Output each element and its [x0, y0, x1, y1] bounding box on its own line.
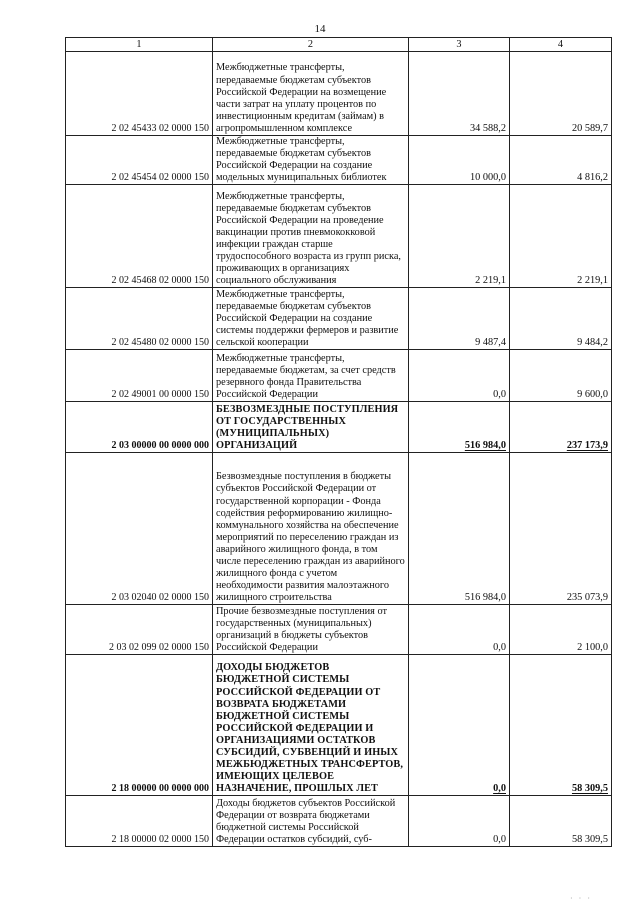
value-col4: [510, 402, 612, 453]
table-row: [66, 350, 612, 402]
value-col4: 9 600,0: [510, 350, 612, 402]
value-col4-text: 58 309,5: [571, 783, 608, 795]
value-col3: 0,0: [409, 796, 510, 847]
row-description: Прочие безвозмездные поступления от государственных (муниципальных) организаций в бюджеты субъектов Российской Федерации: [213, 605, 409, 655]
row-description: Межбюджетные трансферты, передаваемые бюджетам субъектов Российской Федерации на создание модельных муниципальных библиотек: [213, 136, 409, 185]
value-col4: 4 816,2: [510, 136, 612, 185]
page-number: 14: [314, 23, 326, 35]
value-col4: 2 219,1: [510, 185, 612, 288]
value-col3: 10 000,0: [409, 136, 510, 185]
row-description: БЕЗВОЗМЕЗДНЫЕ ПОСТУПЛЕНИЯ ОТ ГОСУДАРСТВЕННЫХ (МУНИЦИПАЛЬНЫХ) ОРГАНИЗАЦИЙ: [213, 402, 409, 453]
budget-code: 2 02 45480 02 0000 150: [66, 288, 213, 350]
row-description: Межбюджетные трансферты, передаваемые бюджетам субъектов Российской Федерации на проведение вакцинации против пневмококковой инфекции граждан старше трудоспособного возраста из групп риска, проживающих в организациях социального обслуживания: [213, 185, 409, 288]
column-header-4: 4: [510, 38, 612, 52]
value-col4-text: 237 173,9: [566, 440, 608, 452]
row-description: Межбюджетные трансферты, передаваемые бюджетам субъектов Российской Федерации на возмещение части затрат на уплату процентов по инвестиционным кредитам (займам) в агропромышленном комплексе: [213, 52, 409, 136]
column-header-2: 2: [213, 38, 409, 52]
row-description: Безвозмездные поступления в бюджеты субъектов Российской Федерации от государственной корпорации - Фонда содействия реформированию жилищно-коммунального хозяйства на обеспечение мероприятий по переселению граждан из аварийного жилищного фонда, в том числе переселению граждан из аварийного жилищного фонда с учетом необходимости развития малоэтажного жилищного строительства: [213, 453, 409, 605]
table-row: [66, 52, 612, 136]
budget-code: 2 18 00000 00 0000 000: [66, 655, 213, 796]
column-header-3: 3: [409, 38, 510, 52]
table-row: [66, 605, 612, 655]
table-row: [66, 185, 612, 288]
table-row: [66, 136, 612, 185]
budget-revenue-table: [65, 37, 612, 847]
budget-code: 2 03 00000 00 0000 000: [66, 402, 213, 453]
value-col3: 9 487,4: [409, 288, 510, 350]
budget-code: 2 02 45468 02 0000 150: [66, 185, 213, 288]
value-col3: 34 588,2: [409, 52, 510, 136]
row-description: Доходы бюджетов субъектов Российской Федерации от возврата бюджетами бюджетной системы Российской Федерации остатков субсидий, суб-: [213, 796, 409, 847]
budget-code: 2 02 45454 02 0000 150: [66, 136, 213, 185]
table-row: [66, 453, 612, 605]
budget-code: 2 03 02 099 02 0000 150: [66, 605, 213, 655]
value-col3: [409, 655, 510, 796]
value-col4: [510, 655, 612, 796]
budget-code: 2 02 45433 02 0000 150: [66, 52, 213, 136]
value-col4: 58 309,5: [510, 796, 612, 847]
table-row-section-total: [66, 402, 612, 453]
value-col3: 0,0: [409, 605, 510, 655]
table-header-row: [66, 38, 612, 52]
value-col4: 20 589,7: [510, 52, 612, 136]
row-description: ДОХОДЫ БЮДЖЕТОВ БЮДЖЕТНОЙ СИСТЕМЫ РОССИЙСКОЙ ФЕДЕРАЦИИ ОТ ВОЗВРАТА БЮДЖЕТАМИ БЮДЖЕТНОЙ СИСТЕМЫ РОССИЙСКОЙ ФЕДЕРАЦИИ И ОРГАНИЗАЦИЯМИ ОСТАТКОВ СУБСИДИЙ, СУБВЕНЦИЙ И ИНЫХ МЕЖБЮДЖЕТНЫХ ТРАНСФЕРТОВ, ИМЕЮЩИХ ЦЕЛЕВОЕ НАЗНАЧЕНИЕ, ПРОШЛЫХ ЛЕТ: [213, 655, 409, 796]
value-col3-text: 516 984,0: [464, 440, 506, 452]
budget-code: 2 18 00000 02 0000 150: [66, 796, 213, 847]
value-col3: 516 984,0: [409, 453, 510, 605]
budget-code: 2 03 02040 02 0000 150: [66, 453, 213, 605]
table-row: [66, 796, 612, 847]
row-description: Межбюджетные трансферты, передаваемые бюджетам, за счет средств резервного фонда Правительства Российской Федерации: [213, 350, 409, 402]
table-row-section-total: [66, 655, 612, 796]
table-row: [66, 288, 612, 350]
scan-artifact-mark: · · ·: [570, 894, 592, 903]
value-col4: 2 100,0: [510, 605, 612, 655]
value-col4: 9 484,2: [510, 288, 612, 350]
value-col3: 0,0: [409, 350, 510, 402]
budget-code: 2 02 49001 00 0000 150: [66, 350, 213, 402]
value-col3-text: 0,0: [493, 783, 506, 795]
row-description: Межбюджетные трансферты, передаваемые бюджетам субъектов Российской Федерации на создание системы поддержки фермеров и развитие сельской кооперации: [213, 288, 409, 350]
column-header-1: 1: [66, 38, 213, 52]
value-col4: 235 073,9: [510, 453, 612, 605]
value-col3: 2 219,1: [409, 185, 510, 288]
value-col3: [409, 402, 510, 453]
